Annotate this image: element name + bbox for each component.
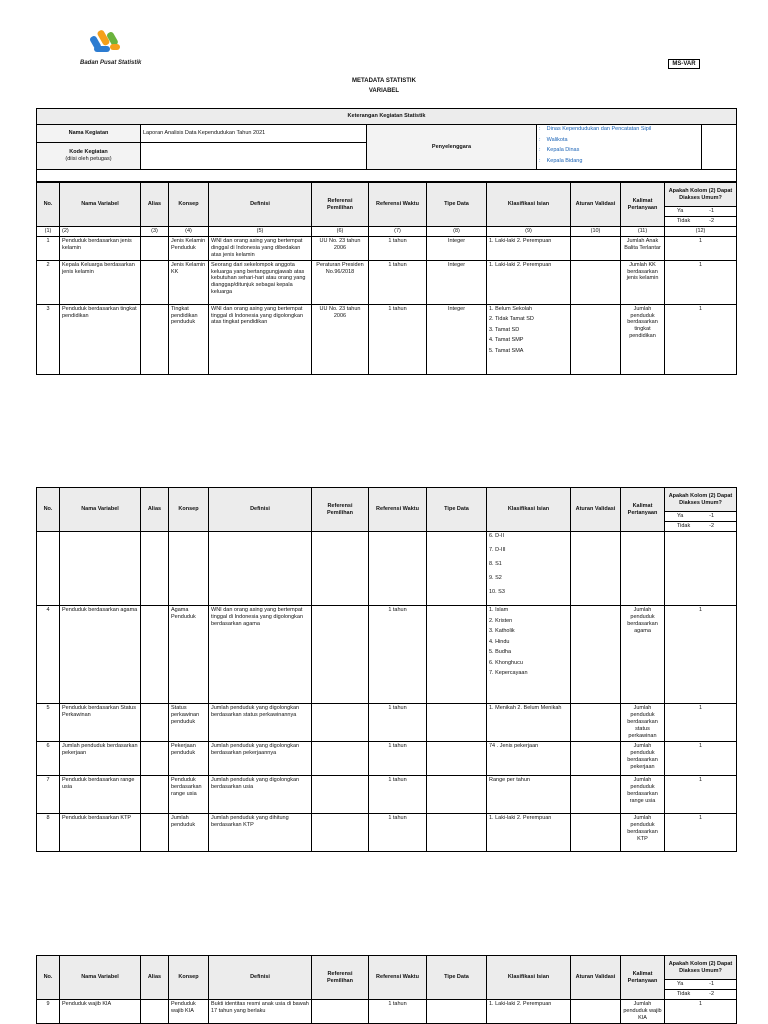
col-header-tipe-data: Tipe Data [427,956,487,1000]
row-referensi-pemilihan [312,606,369,704]
row-kalimat-pertanyaan: Jumlah KK berdasarkan jenis kelamin [621,260,665,304]
column-number: (12) [665,227,737,237]
variable-row [37,814,737,852]
row-referensi-pemilihan [312,742,369,776]
variable-row [37,1000,737,1024]
akses-ya-label: Ya [677,208,684,214]
row-referensi-pemilihan [312,704,369,742]
akses-tidak-label: Tidak [677,523,691,529]
row-no: 4 [37,606,60,704]
klasifikasi-item: 6. Khonghucu [489,659,523,666]
row-referensi-waktu: 1 tahun [369,1000,427,1024]
row-akses-umum: 1 [665,814,737,852]
klasifikasi-item: 4. Tamat SMP [489,337,524,344]
penyelenggara-list [537,125,702,170]
akses-tidak-value: -2 [709,218,714,224]
column-number: (5) [209,227,312,237]
empty-cell [665,532,737,606]
row-konsep: Penduduk wajib KIA [169,1000,209,1024]
row-definisi: Jumlah penduduk yang dihitung berdasarkan KTP [209,814,312,852]
row-referensi-pemilihan [312,1000,369,1024]
row-definisi: WNI dan orang asing yang bertempat tinggal di Indonesia yang digolongkan berdasarkan agama [209,606,312,704]
empty-cell [369,532,427,606]
row-no: 8 [37,814,60,852]
kode-kegiatan-label: Kode Kegiatan (diisi oleh petugas) [37,143,141,170]
variable-table-page-2 [36,487,737,852]
row-nama-variabel: Penduduk berdasarkan tingkat pendidikan [60,304,141,374]
row-alias [141,814,169,852]
empty-cell [312,532,369,606]
variable-row [37,742,737,776]
row-referensi-waktu: 1 tahun [369,776,427,814]
nama-kegiatan-label: Nama Kegiatan [37,125,141,143]
row-akses-umum: 1 [665,1000,737,1024]
row-definisi: Seorang dari sekelompok anggota keluarga yang bertanggungjawab atas kebutuhan sehari-hari atau orang yang dianggap/ditunjuk sebagai kepala keluarga [209,260,312,304]
logo-caption: Badan Pusat Statistik [80,60,142,66]
row-nama-variabel: Jumlah penduduk berdasarkan pekerjaan [60,742,141,776]
row-akses-umum: 1 [665,742,737,776]
form-code-badge: MS-VAR [668,59,700,69]
row-no: 1 [37,237,60,261]
row-referensi-waktu: 1 tahun [369,260,427,304]
activity-info-table [36,108,737,182]
klasifikasi-item: 4. Hindu [489,638,510,645]
klasifikasi-item: 74 . Jenis pekerjaan [489,743,539,749]
row-definisi: Jumlah penduduk yang digolongkan berdasarkan status perkawinannya [209,704,312,742]
klasifikasi-item: 1. Belum Sekolah [489,305,533,312]
col-header-nama: Nama Variabel [60,488,141,532]
row-klasifikasi [487,237,571,261]
klasifikasi-item: 3. Katholik [489,628,515,634]
klasifikasi-item: 1. Laki-laki 2. Perempuan [489,815,552,821]
row-alias [141,704,169,742]
row-akses-umum: 1 [665,776,737,814]
col-header-aturan-validasi: Aturan Validasi [571,488,621,532]
empty-cell [571,532,621,606]
column-number: (7) [369,227,427,237]
col-header-definisi: Definisi [209,183,312,227]
column-number: (3) [141,227,169,237]
row-klasifikasi [487,742,571,776]
empty-cell [621,532,665,606]
row-tipe-data: Integer [427,304,487,374]
col-header-konsep: Konsep [169,488,209,532]
row-no: 9 [37,1000,60,1024]
variable-row [37,304,737,374]
klasifikasi-item: Range per tahun [489,777,530,783]
column-number: (6) [312,227,369,237]
row-kalimat-pertanyaan: Jumlah penduduk berdasarkan tingkat pendidikan [621,304,665,374]
col-header-klasifikasi: Klasifikasi Isian [487,183,571,227]
row-konsep: Jumlah penduduk [169,814,209,852]
row-aturan-validasi [571,814,621,852]
akses-tidak-label: Tidak [677,218,691,224]
row-tipe-data [427,776,487,814]
empty-cell [37,532,60,606]
variable-row [37,606,737,704]
row-konsep: Status perkawinan penduduk [169,704,209,742]
row-konsep: Agama Penduduk [169,606,209,704]
row-tipe-data [427,1000,487,1024]
document-subtitle: VARIABEL [368,88,400,94]
row-kalimat-pertanyaan: Jumlah penduduk berdasarkan KTP [621,814,665,852]
row-referensi-pemilihan: UU No. 23 tahun 2006 [312,237,369,261]
akses-ya-value: -1 [709,981,714,987]
penyelenggara-blank [702,125,737,170]
akses-tidak-option [665,522,737,532]
klasifikasi-item: 1. Islam [489,607,509,613]
row-klasifikasi [487,532,571,606]
row-alias [141,1000,169,1024]
empty-cell [427,532,487,606]
row-klasifikasi [487,260,571,304]
row-klasifikasi [487,304,571,374]
akses-ya-label: Ya [677,981,684,987]
document-title: METADATA STATISTIK [352,78,416,84]
row-akses-umum: 1 [665,304,737,374]
row-konsep: Tingkat pendidikan penduduk [169,304,209,374]
row-referensi-pemilihan [312,814,369,852]
klasifikasi-item: 7. Kepercayaan [489,670,528,676]
row-akses-umum: 1 [665,260,737,304]
col-header-referensi-pemilihan: Referensi Pemilihan [312,183,369,227]
col-header-referensi-pemilihan: Referensi Pemilihan [312,488,369,532]
row-tipe-data [427,606,487,704]
empty-cell [60,532,141,606]
row-definisi: Bukti identitas resmi anak usia di bawah 17 tahun yang berlaku [209,1000,312,1024]
row-no: 6 [37,742,60,776]
row-konsep: Jenis Kelamin Penduduk [169,237,209,261]
col-header-alias: Alias [141,183,169,227]
klasifikasi-item: 5. Budha [489,649,512,655]
klasifikasi-item: 1. Menikah 2. Belum Menikah [489,705,562,711]
row-aturan-validasi [571,776,621,814]
col-header-referensi-waktu: Referensi Waktu [369,183,427,227]
row-referensi-waktu: 1 tahun [369,704,427,742]
row-nama-variabel: Penduduk berdasarkan Status Perkawinan [60,704,141,742]
row-nama-variabel: Penduduk berdasarkan range usia [60,776,141,814]
empty-cell [141,532,169,606]
klasifikasi-item: 8. S1 [489,561,502,567]
col-header-akses: Apakah Kolom (2) Dapat Diakses Umum? [665,488,737,512]
penyelenggara-line: : Walikota [539,136,568,143]
row-definisi: Jumlah penduduk yang digolongkan berdasarkan usia [209,776,312,814]
row-tipe-data [427,814,487,852]
row-aturan-validasi [571,237,621,261]
column-number: (8) [427,227,487,237]
klasifikasi-item: 2. Kristen [489,617,513,624]
col-header-kalimat: Kalimat Pertanyaan [621,956,665,1000]
row-referensi-pemilihan: Peraturan Presiden No.96/2018 [312,260,369,304]
penyelenggara-line: : Kepala Bidang [539,157,583,164]
col-header-no: No. [37,183,60,227]
col-header-no: No. [37,956,60,1000]
continuation-row [37,532,737,606]
row-referensi-waktu: 1 tahun [369,606,427,704]
akses-ya-value: -1 [709,208,714,214]
akses-tidak-value: -2 [709,523,714,529]
row-tipe-data: Integer [427,237,487,261]
row-alias [141,606,169,704]
row-nama-variabel: Kepala Keluarga berdasarkan jenis kelamin [60,260,141,304]
col-header-kalimat: Kalimat Pertanyaan [621,183,665,227]
row-akses-umum: 1 [665,704,737,742]
row-tipe-data: Integer [427,260,487,304]
row-referensi-pemilihan [312,776,369,814]
row-alias [141,237,169,261]
row-referensi-waktu: 1 tahun [369,237,427,261]
variable-row [37,237,737,261]
klasifikasi-item: 9. S2 [489,575,502,581]
col-header-klasifikasi: Klasifikasi Isian [487,956,571,1000]
row-kalimat-pertanyaan: Jumlah penduduk wajib KIA [621,1000,665,1024]
row-no: 5 [37,704,60,742]
row-akses-umum: 1 [665,606,737,704]
row-konsep: Penduduk berdasarkan range usia [169,776,209,814]
variable-table-page-1 [36,182,737,375]
row-no: 2 [37,260,60,304]
empty-cell [169,532,209,606]
row-no: 7 [37,776,60,814]
col-header-konsep: Konsep [169,183,209,227]
row-aturan-validasi [571,742,621,776]
col-header-akses: Apakah Kolom (2) Dapat Diakses Umum? [665,956,737,980]
row-tipe-data [427,742,487,776]
row-referensi-waktu: 1 tahun [369,742,427,776]
row-nama-variabel: Penduduk berdasarkan KTP [60,814,141,852]
col-header-no: No. [37,488,60,532]
row-kalimat-pertanyaan: Jumlah penduduk berdasarkan agama [621,606,665,704]
row-klasifikasi [487,814,571,852]
klasifikasi-item: 1. Laki-laki 2. Perempuan [489,238,552,244]
col-header-tipe-data: Tipe Data [427,183,487,227]
column-number: (11) [621,227,665,237]
row-aturan-validasi [571,304,621,374]
variable-table-page-3 [36,955,737,1024]
row-aturan-validasi [571,260,621,304]
row-klasifikasi [487,1000,571,1024]
nama-kegiatan-value: Laporan Analisis Data Kependudukan Tahun 2021 [141,125,367,143]
empty-cell [209,532,312,606]
row-akses-umum: 1 [665,237,737,261]
col-header-alias: Alias [141,488,169,532]
col-header-definisi: Definisi [209,488,312,532]
row-kalimat-pertanyaan: Jumlah penduduk berdasarkan range usia [621,776,665,814]
variable-row [37,776,737,814]
akses-ya-option [665,980,737,990]
akses-ya-label: Ya [677,513,684,519]
klasifikasi-item: 7. D-III [489,547,506,553]
akses-tidak-option [665,990,737,1000]
akses-ya-option [665,207,737,217]
klasifikasi-item: 6. D-II [489,533,504,539]
akses-ya-value: -1 [709,513,714,519]
row-klasifikasi [487,704,571,742]
col-header-aturan-validasi: Aturan Validasi [571,183,621,227]
column-number: (2) [60,227,141,237]
column-number: (1) [37,227,60,237]
row-definisi: WNI dan orang asing yang bertempat tinggal di Indonesia yang digolongkan atas tingkat pendidikan [209,304,312,374]
section-title: Keterangan Kegiatan Statistik [37,109,737,125]
row-konsep: Jenis Kelamin KK [169,260,209,304]
col-header-aturan-validasi: Aturan Validasi [571,956,621,1000]
row-konsep: Pekerjaan penduduk [169,742,209,776]
penyelenggara-line: : Dinas Kependudukan dan Pencatatan Sipil [539,126,652,132]
row-alias [141,776,169,814]
col-header-alias: Alias [141,956,169,1000]
kode-kegiatan-value [141,143,367,170]
col-header-klasifikasi: Klasifikasi Isian [487,488,571,532]
variable-row [37,704,737,742]
klasifikasi-item: 2. Tidak Tamat SD [489,316,534,323]
row-alias [141,260,169,304]
col-header-akses: Apakah Kolom (2) Dapat Diakses Umum? [665,183,737,207]
col-header-tipe-data: Tipe Data [427,488,487,532]
col-header-referensi-waktu: Referensi Waktu [369,956,427,1000]
akses-ya-option [665,512,737,522]
spacer-row [37,170,737,182]
row-nama-variabel: Penduduk berdasarkan agama [60,606,141,704]
klasifikasi-item: 5. Tamat SMA [489,347,524,354]
col-header-referensi-pemilihan: Referensi Pemilihan [312,956,369,1000]
klasifikasi-item: 1. Laki-laki 2. Perempuan [489,261,552,268]
row-aturan-validasi [571,606,621,704]
penyelenggara-label: Penyelenggara [367,125,537,170]
row-nama-variabel: Penduduk wajib KIA [60,1000,141,1024]
row-aturan-validasi [571,704,621,742]
kode-kegiatan-note: (diisi oleh petugas) [65,156,112,163]
row-no: 3 [37,304,60,374]
column-number: (9) [487,227,571,237]
row-kalimat-pertanyaan: Jumlah Anak Balita Terlantar [621,237,665,261]
col-header-definisi: Definisi [209,956,312,1000]
row-alias [141,304,169,374]
row-aturan-validasi [571,1000,621,1024]
col-header-nama: Nama Variabel [60,183,141,227]
klasifikasi-item: 3. Tamat SD [489,326,520,333]
row-definisi: WNI dan orang asing yang bertempat dinggal di Indonesia yang dibedakan atas jenis kelamin [209,237,312,261]
col-header-referensi-waktu: Referensi Waktu [369,488,427,532]
row-referensi-waktu: 1 tahun [369,304,427,374]
col-header-konsep: Konsep [169,956,209,1000]
row-alias [141,742,169,776]
row-referensi-pemilihan: UU No. 23 tahun 2006 [312,304,369,374]
row-tipe-data [427,704,487,742]
column-number: (4) [169,227,209,237]
row-referensi-waktu: 1 tahun [369,814,427,852]
row-klasifikasi [487,606,571,704]
column-number: (10) [571,227,621,237]
row-nama-variabel: Penduduk berdasarkan jenis kelamin [60,237,141,261]
akses-tidak-value: -2 [709,991,714,997]
col-header-kalimat: Kalimat Pertanyaan [621,488,665,532]
akses-tidak-label: Tidak [677,991,691,997]
row-definisi: Jumlah penduduk yang digolongkan berdasarkan pekerjaannya [209,742,312,776]
row-kalimat-pertanyaan: Jumlah penduduk berdasarkan status perkawinan [621,704,665,742]
row-klasifikasi [487,776,571,814]
klasifikasi-item: 1. Laki-laki 2. Perempuan [489,1001,552,1007]
row-kalimat-pertanyaan: Jumlah penduduk berdasarkan pekerjaan [621,742,665,776]
akses-tidak-option [665,217,737,227]
penyelenggara-line: : Kepala Dinas [539,147,580,153]
col-header-nama: Nama Variabel [60,956,141,1000]
klasifikasi-item: 10. S3 [489,589,505,595]
variable-row [37,260,737,304]
